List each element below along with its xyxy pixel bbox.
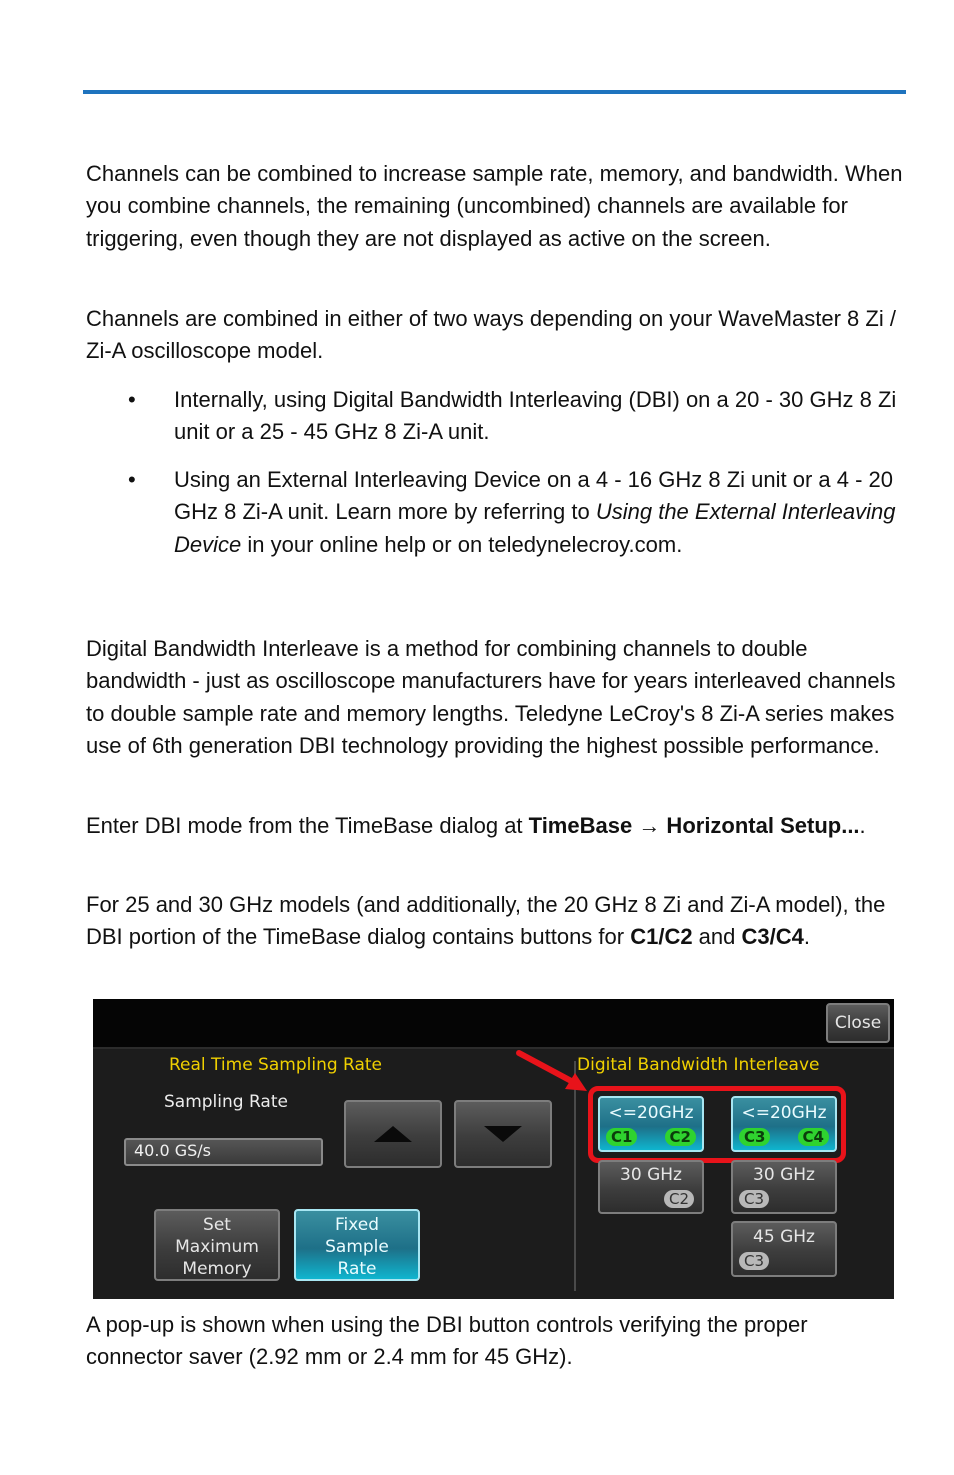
channel-chip-c3-gray: C3	[739, 1190, 769, 1208]
bullet-internal-text: Internally, using Digital Bandwidth Interleaving (DBI) on a 20 - 30 GHz 8 Zi unit or a 25 - 45 GHz 8 Zi-A unit.	[174, 387, 897, 445]
dbi-30ghz-c2-label: 30 GHz	[620, 1165, 682, 1185]
dbi-45ghz-c3-button[interactable]	[731, 1221, 837, 1277]
rate-up-button[interactable]	[344, 1100, 442, 1168]
set-max-line-1: Set	[203, 1215, 231, 1235]
dbi-30ghz-c3-label: 30 GHz	[753, 1165, 815, 1185]
dbi-45ghz-c3-label: 45 GHz	[753, 1227, 815, 1247]
enter-dbi-text-a: Enter DBI mode from the TimeBase dialog at	[86, 813, 529, 838]
c1c2-label: C1/C2	[630, 924, 693, 950]
channel-chip-c1: C1	[606, 1128, 637, 1146]
intro-paragraph: Channels can be combined to increase sample rate, memory, and bandwidth. When you combine channels, the remaining (uncombined) channels are available for triggering, even though they are not displayed as active on the screen.	[86, 161, 903, 251]
dbi-c3c4-label: <=20GHz	[741, 1103, 827, 1123]
fixed-rate-line-2: Sample	[325, 1237, 389, 1257]
rate-down-button[interactable]	[454, 1100, 552, 1168]
models-text-mid: and	[692, 924, 742, 950]
bullet-glyph: •	[128, 467, 136, 492]
menu-path: TimeBase → Horizontal Setup...	[528, 813, 860, 838]
set-max-line-3: Memory	[182, 1259, 252, 1279]
section-title-realtime: Real Time Sampling Rate	[169, 1055, 383, 1075]
arrow-down-icon	[456, 1102, 550, 1166]
section-title-dbi: Digital Bandwidth Interleave	[577, 1055, 820, 1075]
header-rule	[83, 90, 906, 94]
fixed-sample-rate-button[interactable]	[294, 1209, 420, 1281]
dbi-c1c2-label: <=20GHz	[608, 1103, 694, 1123]
channel-chip-c3-gray-45: C3	[739, 1252, 769, 1270]
models-paragraph	[86, 889, 906, 954]
sampling-rate-field[interactable]: 40.0 GS/s	[124, 1138, 323, 1166]
timebase-dialog-screenshot	[93, 999, 894, 1299]
set-maximum-memory-button[interactable]	[154, 1209, 280, 1281]
arrow-up-icon	[346, 1102, 440, 1166]
dbi-30ghz-c2-button[interactable]	[598, 1160, 704, 1214]
channel-chip-c2-gray: C2	[664, 1190, 694, 1208]
enter-dbi-paragraph	[86, 810, 906, 842]
external-device-link-text: Using the External Interleaving Device	[174, 499, 896, 557]
highlight-box	[588, 1086, 846, 1163]
dbi-description-paragraph: Digital Bandwidth Interleave is a method for combining channels to double bandwidth - just as oscilloscope manufacturers have for years interleaved channels to double sample rate and memory lengths. Teledyne LeCroy's 8 Zi-A series makes use of 6th generation DBI technology providing the highest possible performance.	[86, 636, 896, 759]
enter-dbi-text-b: .	[859, 813, 866, 838]
dbi-30ghz-c3-button[interactable]	[731, 1160, 837, 1214]
channel-chip-c2: C2	[665, 1128, 696, 1146]
bullet-external-text-a: Using an External Interleaving Device on a 4 - 16 GHz 8 Zi unit or a 4 - 20 GHz 8 Zi-A unit. Learn more by referring to	[174, 467, 894, 525]
models-text-a: For 25 and 30 GHz models (and additionally, the 20 GHz 8 Zi and Zi-A model), the DBI portion of the TimeBase dialog contains buttons for	[86, 892, 886, 950]
popup-paragraph: A pop-up is shown when using the DBI button controls verifying the proper connector saver (2.92 mm or 2.4 mm for 45 GHz).	[86, 1312, 808, 1370]
bullet-internal	[128, 384, 908, 449]
channel-chip-c3: C3	[739, 1128, 770, 1146]
fixed-rate-line-1: Fixed	[334, 1215, 380, 1235]
models-text-end: .	[803, 924, 810, 950]
combine-methods-paragraph: Channels are combined in either of two ways depending on your WaveMaster 8 Zi / Zi-A oscilloscope model.	[86, 306, 896, 364]
bullet-external	[128, 464, 908, 562]
red-pointer-arrow-icon	[513, 1047, 593, 1097]
bullet-external-text	[174, 464, 908, 561]
bullet-external-text-b: in your online help or on teledynelecroy.com.	[241, 531, 683, 557]
dialog-top-bar	[93, 999, 894, 1047]
fixed-rate-line-3: Rate	[337, 1259, 377, 1279]
bullet-glyph: •	[128, 387, 136, 412]
close-button[interactable]: Close	[826, 1003, 890, 1043]
channel-chip-c4: C4	[798, 1128, 829, 1146]
c3c4-label: C3/C4	[741, 924, 804, 950]
sampling-rate-label: Sampling Rate	[164, 1092, 288, 1112]
set-max-line-2: Maximum	[175, 1237, 259, 1257]
